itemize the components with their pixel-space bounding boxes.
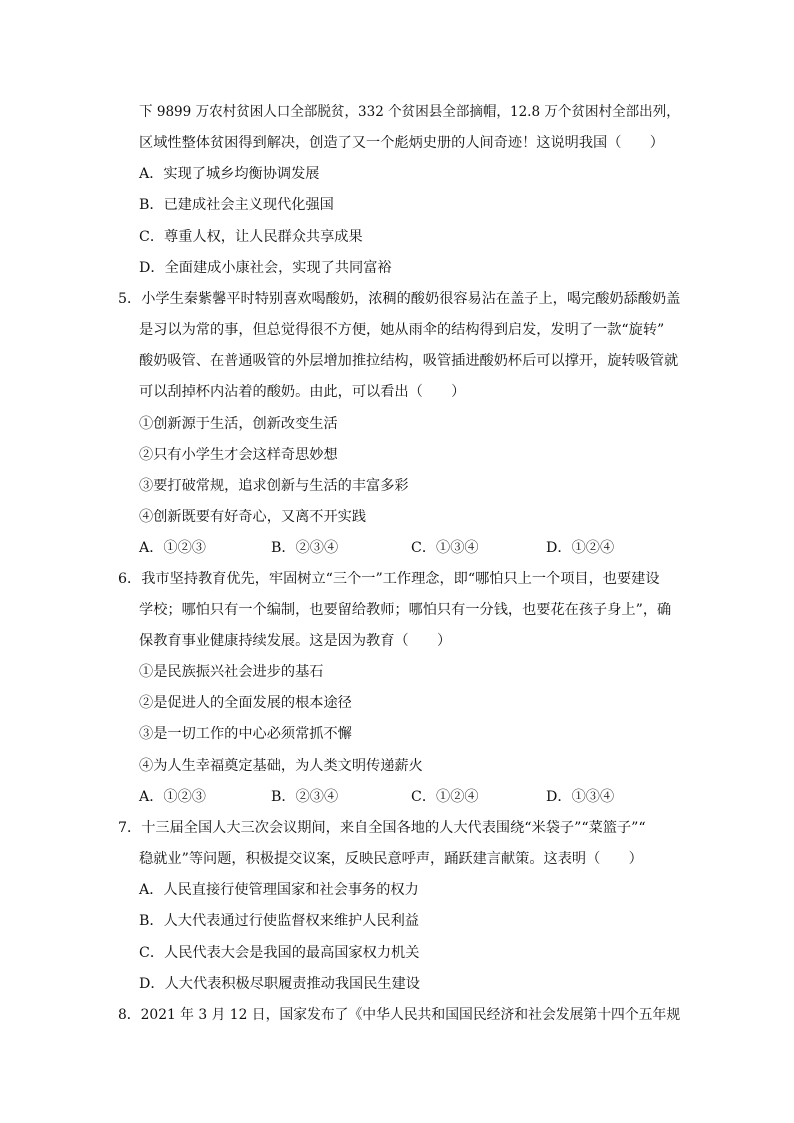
q5-choice-a[interactable]: A．①②③: [139, 540, 206, 556]
q5-stem-line-3: 酸奶吸管、在普通吸管的外层增加推拉结构，吸管插进酸奶杯后可以撑开，旋转吸管就: [139, 353, 679, 369]
q5-stem-line-1: 5．小学生秦紫馨平时特别喜欢喝酸奶，浓稠的酸奶很容易沾在盖子上，喝完酸奶舔酸奶盖: [118, 291, 681, 307]
q6-choice-d[interactable]: D．①③④: [546, 789, 615, 805]
q6-choice-c[interactable]: C．①②④: [411, 789, 479, 805]
q6-stem-line-2: 学校；哪怕只有一个编制，也要留给教师；哪怕只有一分钱，也要花在孩子身上”，确: [139, 602, 672, 618]
q4-option-c[interactable]: C．尊重人权，让人民群众共享成果: [139, 229, 363, 245]
q5-statement-2: ②只有小学生才会这样奇思妙想: [139, 447, 338, 463]
q7-stem-line-1: 7．十三届全国人大三次会议期间，来自全国各地的人大代表围绕“米袋子”“菜篮子”“: [118, 820, 646, 836]
q4-stem-line-1: 下 9899 万农村贫困人口全部脱贫，332 个贫困县全部摘帽，12.8 万个贫困村全部出列，: [139, 104, 680, 120]
q5-stem-line-4: 可以刮掉杯内沾着的酸奶。由此，可以看出（ ）: [139, 384, 466, 400]
q7-option-a[interactable]: A．人民直接行使管理国家和社会事务的权力: [139, 882, 419, 898]
q4-option-a[interactable]: A．实现了城乡均衡协调发展: [139, 166, 320, 182]
q6-choice-b[interactable]: B．②③④: [271, 789, 339, 805]
q5-statement-3: ③要打破常规，追求创新与生活的丰富多彩: [139, 478, 409, 494]
q6-stem-line-1: 6．我市坚持教育优先，牢固树立“三个一”工作理念，即“哪怕只上一个项目，也要建设: [118, 571, 660, 587]
q6-choice-a[interactable]: A．①②③: [139, 789, 206, 805]
q7-option-d[interactable]: D．人大代表积极尽职履责推动我国民生建设: [139, 976, 420, 992]
q5-stem-line-2: 是习以为常的事，但总觉得很不方便，她从雨伞的结构得到启发，发明了一款“旋转”: [139, 322, 665, 338]
q4-stem-line-2: 区域性整体贫困得到解决，创造了又一个彪炳史册的人间奇迹！这说明我国（ ）: [139, 135, 664, 151]
q6-statement-1: ①是民族振兴社会进步的基石: [139, 664, 324, 680]
q5-statement-1: ①创新源于生活，创新改变生活: [139, 416, 338, 432]
q7-option-b[interactable]: B．人大代表通过行使监督权来维护人民利益: [139, 913, 419, 929]
q4-option-b[interactable]: B．已建成社会主义现代化强国: [139, 197, 334, 213]
q5-choice-b[interactable]: B．②③④: [271, 540, 339, 556]
q7-option-c[interactable]: C．人民代表大会是我国的最高国家权力机关: [139, 945, 420, 961]
q5-choice-c[interactable]: C．①③④: [411, 540, 479, 556]
q6-statement-2: ②是促进人的全面发展的根本途径: [139, 695, 352, 711]
q8-stem-line-1: 8．2021 年 3 月 12 日，国家发布了《中华人民共和国国民经济和社会发展第十四个五年规: [118, 1007, 681, 1023]
q7-stem-line-2: 稳就业”等问题，积极提交议案，反映民意呼声，踊跃建言献策。这表明（ ）: [139, 851, 643, 867]
q6-statement-3: ③是一切工作的中心必须常抓不懈: [139, 726, 352, 742]
q6-statement-4: ④为人生幸福奠定基础，为人类文明传递薪火: [139, 758, 423, 774]
q5-statement-4: ④创新既要有好奇心，又离不开实践: [139, 509, 367, 525]
q4-option-d[interactable]: D．全面建成小康社会，实现了共同富裕: [139, 260, 392, 276]
q6-stem-line-3: 保教育事业健康持续发展。这是因为教育（ ）: [139, 633, 452, 649]
q5-choice-d[interactable]: D．①②④: [546, 540, 615, 556]
